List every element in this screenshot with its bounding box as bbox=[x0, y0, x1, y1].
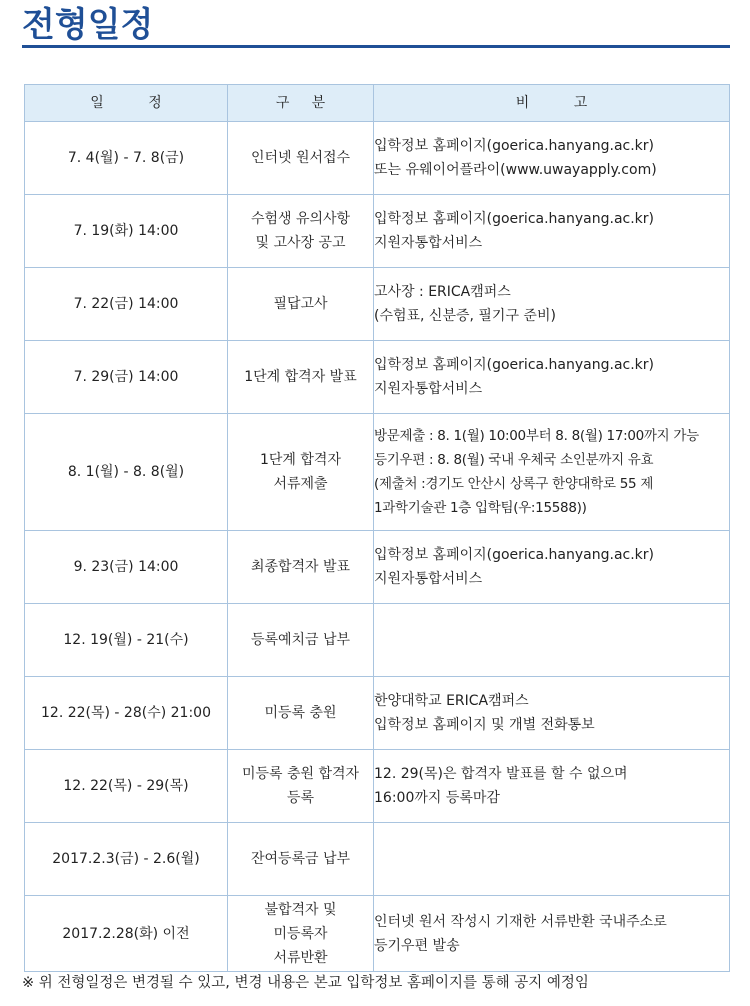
row-category: 필답고사 bbox=[228, 268, 374, 341]
row-date: 7. 4(월) - 7. 8(금) bbox=[25, 122, 228, 195]
row-date: 7. 29(금) 14:00 bbox=[25, 341, 228, 414]
table-row bbox=[25, 604, 730, 677]
table-row bbox=[25, 750, 730, 823]
table-row bbox=[25, 122, 730, 195]
row-category: 1단계 합격자 발표 bbox=[228, 341, 374, 414]
table-row bbox=[25, 677, 730, 750]
row-category: 최종합격자 발표 bbox=[228, 531, 374, 604]
table-row bbox=[25, 195, 730, 268]
row-note: 입학정보 홈페이지(goerica.hanyang.ac.kr) 지원자통합서비스 bbox=[374, 195, 730, 268]
row-note: 입학정보 홈페이지(goerica.hanyang.ac.kr) 또는 유웨이어플라이(www.uwayapply.com) bbox=[374, 122, 730, 195]
row-category: 등록예치금 납부 bbox=[228, 604, 374, 677]
row-note: 고사장 : ERICA캠퍼스 (수험표, 신분증, 필기구 준비) bbox=[374, 268, 730, 341]
row-category: 미등록 충원 bbox=[228, 677, 374, 750]
footnote: ※ 위 전형일정은 변경될 수 있고, 변경 내용은 본교 입학정보 홈페이지를 통해 공지 예정임 bbox=[22, 975, 589, 991]
table-row bbox=[25, 414, 730, 531]
header-category: 구 분 bbox=[228, 85, 374, 122]
row-note: 입학정보 홈페이지(goerica.hanyang.ac.kr) 지원자통합서비스 bbox=[374, 531, 730, 604]
row-note bbox=[374, 604, 730, 677]
row-date: 12. 22(목) - 29(목) bbox=[25, 750, 228, 823]
row-date: 7. 22(금) 14:00 bbox=[25, 268, 228, 341]
row-note bbox=[374, 823, 730, 896]
table-row bbox=[25, 531, 730, 604]
row-note: 한양대학교 ERICA캠퍼스 입학정보 홈페이지 및 개별 전화통보 bbox=[374, 677, 730, 750]
schedule-table bbox=[24, 84, 730, 972]
row-note: 인터넷 원서 작성시 기재한 서류반환 국내주소로 등기우편 발송 bbox=[374, 896, 730, 972]
row-date: 2017.2.28(화) 이전 bbox=[25, 896, 228, 972]
table-row bbox=[25, 341, 730, 414]
row-date: 9. 23(금) 14:00 bbox=[25, 531, 228, 604]
table-header-row bbox=[25, 85, 730, 122]
row-date: 12. 22(목) - 28(수) 21:00 bbox=[25, 677, 228, 750]
row-category: 수험생 유의사항 및 고사장 공고 bbox=[228, 195, 374, 268]
page-title: 전형일정 bbox=[22, 5, 154, 45]
title-divider bbox=[22, 45, 730, 48]
row-note: 방문제출 : 8. 1(월) 10:00부터 8. 8(월) 17:00까지 가능 등기우편 : 8. 8(월) 국내 우체국 소인분까지 유효 (제출처 :경기도 안산시 상록구 한양대학로 55 제 1과학기술관 1층 입학팀(우:15588)) bbox=[374, 414, 730, 531]
row-date: 2017.2.3(금) - 2.6(월) bbox=[25, 823, 228, 896]
header-date: 일 정 bbox=[25, 85, 228, 122]
row-note: 12. 29(목)은 합격자 발표를 할 수 없으며 16:00까지 등록마감 bbox=[374, 750, 730, 823]
header-note: 비 고 bbox=[374, 85, 730, 122]
table-row bbox=[25, 268, 730, 341]
row-category: 인터넷 원서접수 bbox=[228, 122, 374, 195]
row-date: 8. 1(월) - 8. 8(월) bbox=[25, 414, 228, 531]
row-category: 미등록 충원 합격자 등록 bbox=[228, 750, 374, 823]
row-category: 1단계 합격자 서류제출 bbox=[228, 414, 374, 531]
table-row bbox=[25, 823, 730, 896]
table-row bbox=[25, 896, 730, 972]
row-date: 7. 19(화) 14:00 bbox=[25, 195, 228, 268]
row-date: 12. 19(월) - 21(수) bbox=[25, 604, 228, 677]
row-category: 잔여등록금 납부 bbox=[228, 823, 374, 896]
row-note: 입학정보 홈페이지(goerica.hanyang.ac.kr) 지원자통합서비스 bbox=[374, 341, 730, 414]
row-category: 불합격자 및 미등록자 서류반환 bbox=[228, 896, 374, 972]
